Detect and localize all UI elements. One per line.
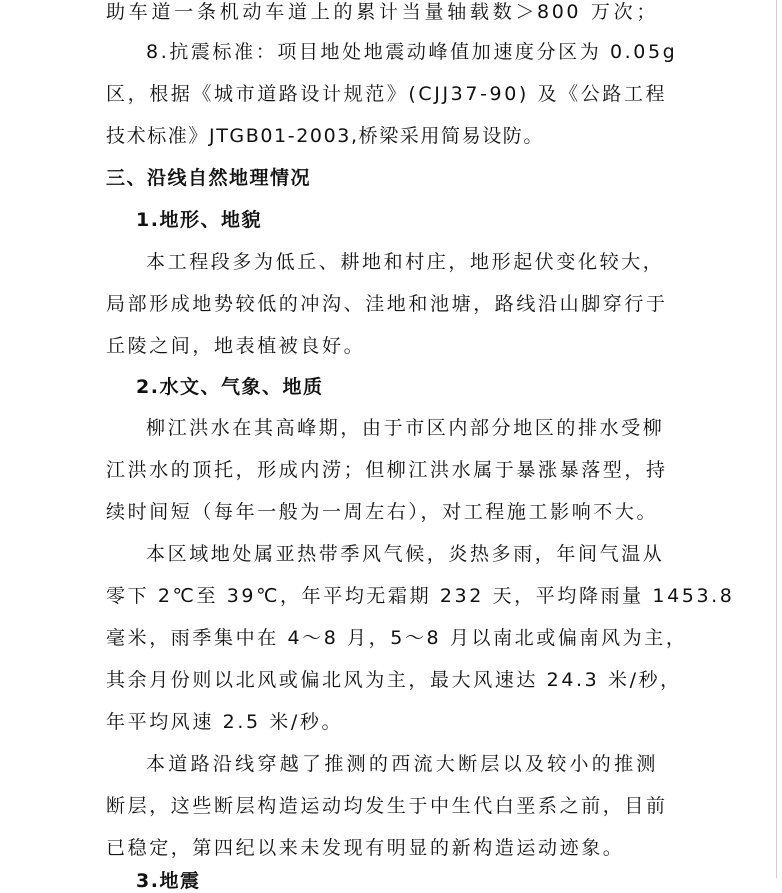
text-line: 年平均风速 2.5 米/秒。 [106, 711, 344, 733]
text-line: 丘陵之间，地表植被良好。 [106, 335, 366, 357]
text-line: 本道路沿线穿越了推测的西流大断层以及较小的推测 [146, 753, 658, 775]
text-line: 其余月份则以北风或偏北风为主，最大风速达 24.3 米/秒， [106, 669, 682, 691]
text-line: 局部形成地势较低的冲沟、洼地和池塘，路线沿山脚穿行于 [106, 293, 668, 315]
page-edge-line [776, 0, 777, 878]
text-line: 柳江洪水在其高峰期，由于市区内部分地区的排水受柳 [146, 417, 665, 439]
text-line: 续时间短（每年一般为一周左右），对工程施工影响不大。 [106, 501, 659, 523]
text-line: 毫米，雨季集中在 4～8 月，5～8 月以南北或偏南风为主， [106, 627, 688, 649]
text-line: 江洪水的顶托，形成内涝；但柳江洪水属于暴涨暴落型，持 [106, 459, 668, 481]
text-line: 助车道一条机动车道上的累计当量轴载数＞800 万次； [106, 1, 658, 23]
subsection-heading-partial: 3.地震 [136, 870, 201, 892]
text-line: 断层，这些断层构造运动均发生于中生代白垩系之前，目前 [106, 795, 668, 817]
text-line: 技术标准》JTGB01-2003,桥梁采用简易设防。 [106, 125, 544, 147]
text-line: 本区域地处属亚热带季风气候，炎热多雨，年间气温从 [146, 543, 665, 565]
subsection-heading: 2.水文、气象、地质 [136, 376, 324, 398]
text-line: 本工程段多为低丘、耕地和村庄，地形起伏变化较大， [146, 251, 665, 273]
section-heading: 三、沿线自然地理情况 [106, 167, 312, 189]
text-line: 零下 2℃至 39℃，年平均无霜期 232 天，平均降雨量 1453.8 [106, 585, 735, 607]
text-line: 已稳定，第四纪以来未发现有明显的新构造运动迹象。 [106, 837, 625, 859]
text-line: 区，根据《城市道路设计规范》(CJJ37-90) 及《公路工程 [106, 83, 668, 105]
text-line: 8.抗震标准：项目地处地震动峰值加速度分区为 0.05g [146, 41, 678, 63]
subsection-heading: 1.地形、地貌 [136, 209, 262, 231]
